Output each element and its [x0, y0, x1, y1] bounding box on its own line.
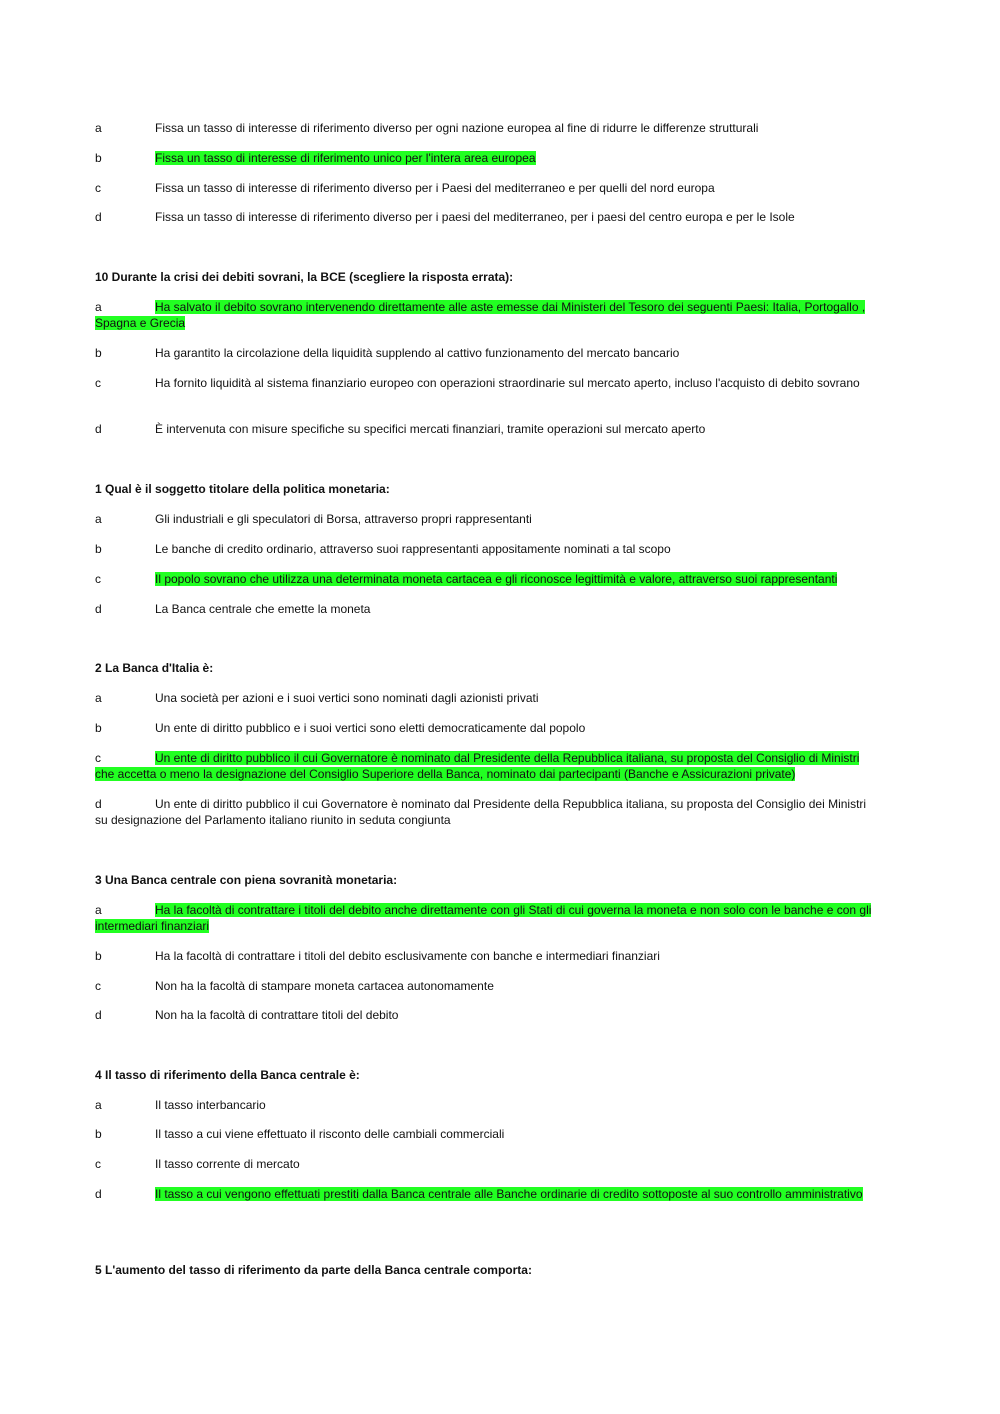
option-c [95, 1156, 905, 1172]
option-text: Una società per azioni e i suoi vertici sono nominati dagli azionisti privati [155, 691, 539, 705]
option-text: Le banche di credito ordinario, attraverso suoi rappresentanti appositamente nominati a tal scopo [155, 542, 671, 556]
option-text: Ha la facoltà di contrattare i titoli del debito esclusivamente con banche e intermediari finanziari [155, 949, 660, 963]
option-letter: b [95, 1127, 102, 1141]
option-a [95, 120, 905, 136]
option-letter: d [95, 210, 102, 224]
option-b [95, 948, 905, 964]
option-letter: d [95, 422, 102, 436]
option-text: Un ente di diritto pubblico il cui Governatore è nominato dal Presidente della Repubblica italiana, su proposta del Consiglio dei Ministri [155, 797, 867, 811]
option-text: Ha garantito la circolazione della liquidità supplendo al cattivo funzionamento del mercato bancario [155, 346, 680, 360]
question-title: 4 Il tasso di riferimento della Banca centrale è: [95, 1068, 360, 1082]
option-letter: a [95, 691, 102, 705]
option-letter: c [95, 751, 101, 765]
option-letter: d [95, 1008, 102, 1022]
option-b [95, 541, 905, 557]
option-text: Non ha la facoltà di stampare moneta cartacea autonomamente [155, 979, 494, 993]
question-title: 10 Durante la crisi dei debiti sovrani, la BCE (scegliere la risposta errata): [95, 270, 514, 284]
option-letter: b [95, 346, 102, 360]
option-letter: a [95, 1098, 102, 1112]
option-c [95, 750, 905, 766]
option-letter: c [95, 376, 101, 390]
option-d [95, 1007, 905, 1023]
option-a [95, 511, 905, 527]
option-text-highlighted: Un ente di diritto pubblico il cui Governatore è nominato dal Presidente della Repubblica italiana, su proposta del Consiglio di Ministri [155, 751, 860, 765]
option-text: Fissa un tasso di interesse di riferimento diverso per i Paesi del mediterraneo e per quelli del nord europa [155, 181, 715, 195]
option-letter: b [95, 151, 102, 165]
question-title: 3 Una Banca centrale con piena sovranità monetaria: [95, 873, 398, 887]
option-d [95, 601, 905, 617]
option-letter: c [95, 572, 101, 586]
question-title: 1 Qual è il soggetto titolare della politica monetaria: [95, 482, 390, 496]
option-text: È intervenuta con misure specifiche su specifici mercati finanziari, tramite operazioni sul mercato aperto [155, 422, 706, 436]
option-text: Il tasso a cui viene effettuato il risconto delle cambiali commerciali [155, 1127, 505, 1141]
option-letter: a [95, 903, 102, 917]
option-a [95, 690, 905, 706]
option-letter: a [95, 300, 102, 314]
option-continuation: che accetta o meno la designazione del Consiglio Superiore della Banca, nominato dai partecipanti (Banche e Assicurazioni private) [95, 767, 796, 781]
option-d [95, 421, 905, 437]
option-c [95, 571, 905, 587]
option-text-highlighted: Il popolo sovrano che utilizza una determinata moneta cartacea e gli riconosce legittimità e valore, attraverso suoi rappresentanti [155, 572, 838, 586]
question-title: 2 La Banca d'Italia è: [95, 661, 214, 675]
option-text: La Banca centrale che emette la moneta [155, 602, 371, 616]
option-b [95, 1126, 905, 1142]
option-c [95, 978, 905, 994]
option-letter: a [95, 121, 102, 135]
option-letter: c [95, 181, 101, 195]
option-a [95, 902, 905, 918]
option-text: Il tasso interbancario [155, 1098, 266, 1112]
option-continuation: su designazione del Parlamento italiano riunito in seduta congiunta [95, 813, 451, 827]
option-text: Ha fornito liquidità al sistema finanziario europeo con operazioni straordinarie sul mercato aperto, incluso l'acquisto di debito sovrano [155, 376, 860, 390]
option-letter: b [95, 949, 102, 963]
option-text: Non ha la facoltà di contrattare titoli del debito [155, 1008, 399, 1022]
option-letter: d [95, 1187, 102, 1201]
option-letter: c [95, 1157, 101, 1171]
option-letter: a [95, 512, 102, 526]
option-text: Fissa un tasso di interesse di riferimento diverso per ogni nazione europea al fine di ridurre le differenze strutturali [155, 121, 759, 135]
option-letter: b [95, 721, 102, 735]
option-a [95, 299, 905, 315]
option-b [95, 720, 905, 736]
option-text: Il tasso corrente di mercato [155, 1157, 300, 1171]
option-d [95, 209, 905, 225]
option-text: Un ente di diritto pubblico e i suoi vertici sono eletti democraticamente dal popolo [155, 721, 586, 735]
question-title: 5 L'aumento del tasso di riferimento da parte della Banca centrale comporta: [95, 1263, 532, 1277]
option-text: Gli industriali e gli speculatori di Borsa, attraverso propri rappresentanti [155, 512, 532, 526]
option-d [95, 796, 905, 812]
option-continuation: Spagna e Grecia [95, 316, 186, 330]
option-text: Fissa un tasso di interesse di riferimento diverso per i paesi del mediterraneo, per i paesi del centro europa e per le Isole [155, 210, 795, 224]
option-text-highlighted: Il tasso a cui vengono effettuati prestiti dalla Banca centrale alle Banche ordinarie di credito sottoposte al suo controllo amministrativo [155, 1187, 863, 1201]
option-text-highlighted: Fissa un tasso di interesse di riferimento unico per l'intera area europea [155, 151, 536, 165]
option-letter: d [95, 797, 102, 811]
option-b [95, 345, 905, 361]
option-a [95, 1097, 905, 1113]
option-text-highlighted: Ha salvato il debito sovrano intervenendo direttamente alle aste emesse dai Ministeri del Tesoro dei seguenti Paesi: Italia, Portogallo , [155, 300, 866, 314]
option-letter: c [95, 979, 101, 993]
option-d [95, 1186, 905, 1202]
option-letter: d [95, 602, 102, 616]
option-letter: b [95, 542, 102, 556]
option-text-highlighted: Ha la facoltà di contrattare i titoli del debito anche direttamente con gli Stati di cui governa la moneta e non solo con le banche e con gli [155, 903, 872, 917]
option-c [95, 180, 905, 196]
option-continuation: intermediari finanziari [95, 919, 210, 933]
option-b [95, 150, 905, 166]
option-c [95, 375, 905, 391]
